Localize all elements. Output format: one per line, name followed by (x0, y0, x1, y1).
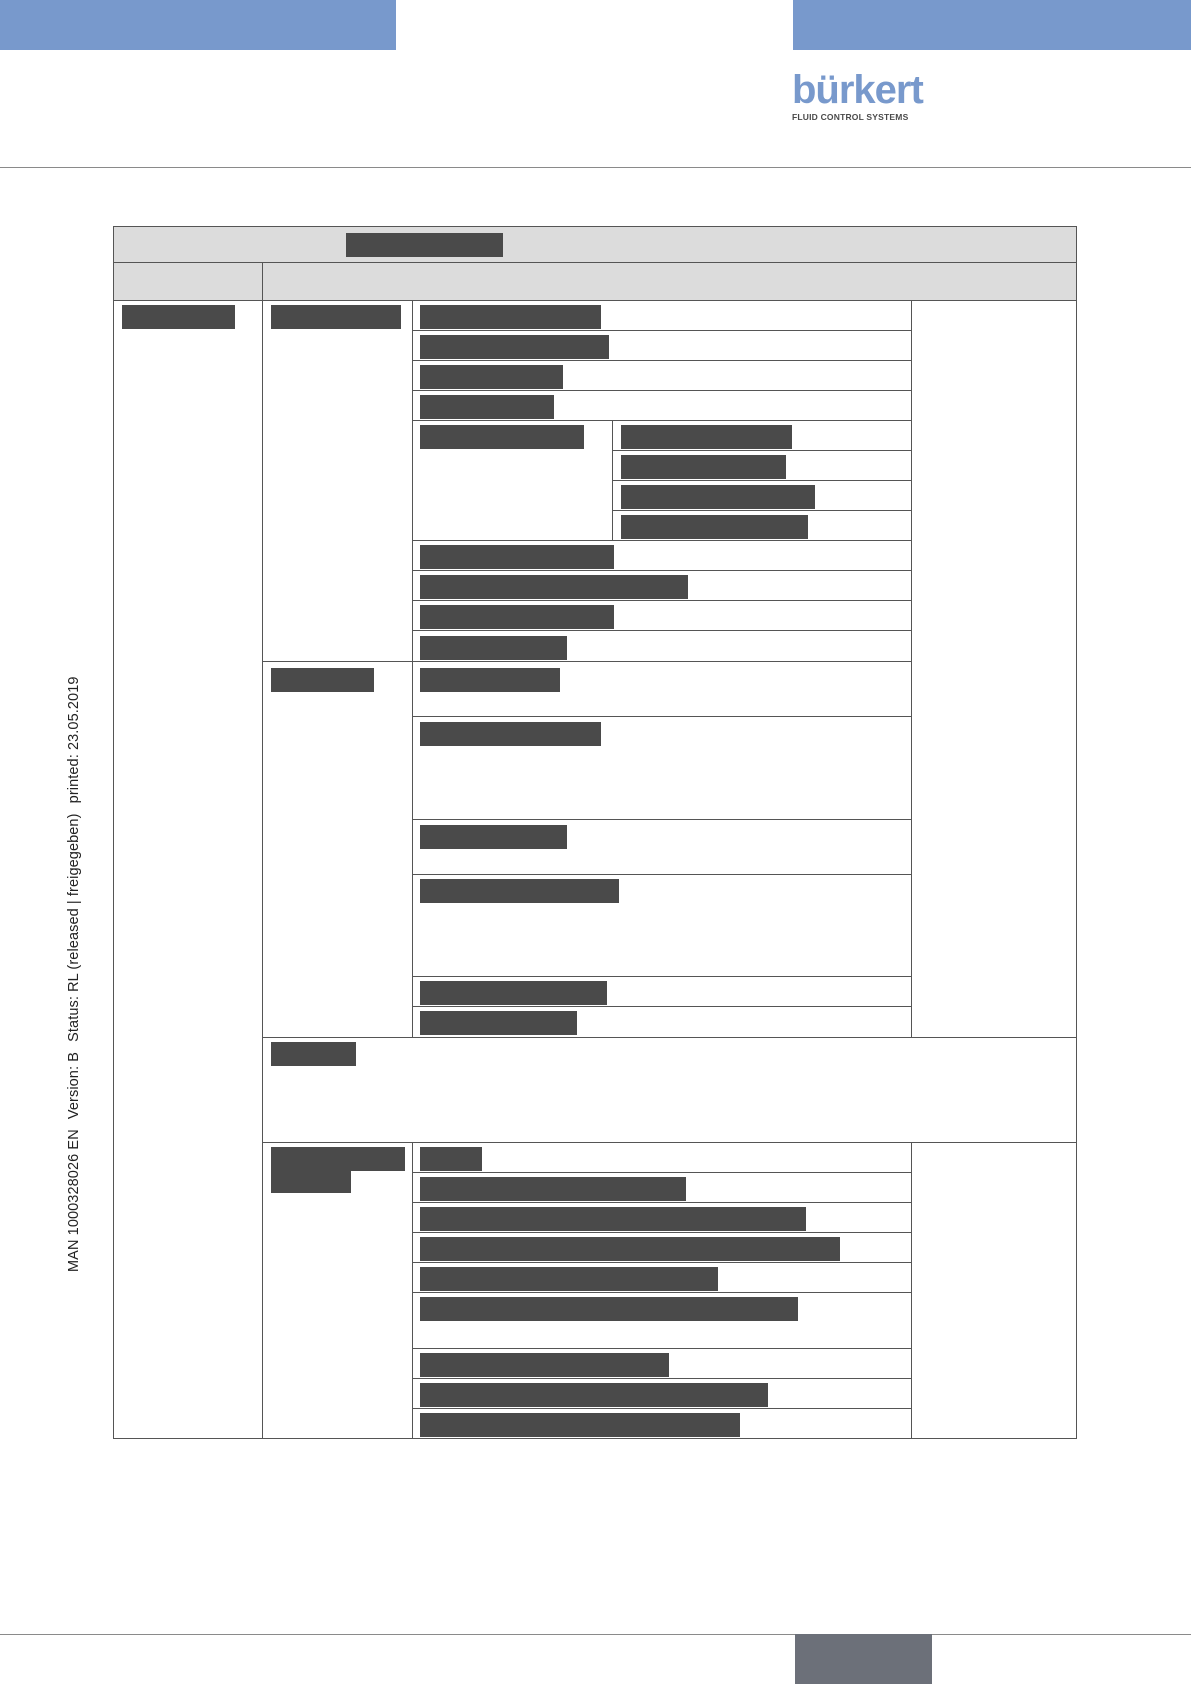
menu-item-redacted (420, 395, 554, 419)
table-title-redacted (346, 233, 503, 257)
menu-item-redacted (420, 1207, 806, 1231)
menu-item-redacted (420, 1267, 718, 1291)
table-border-right (1076, 226, 1077, 1439)
submenu-item-redacted (621, 425, 792, 449)
menu-item-redacted (420, 1177, 686, 1201)
document-status-note (66, 670, 82, 1272)
table-border-top (113, 226, 1077, 227)
submenu-item-redacted (621, 455, 786, 479)
menu-item-redacted (420, 575, 688, 599)
menu-group1-redacted (271, 305, 401, 329)
menu-item-redacted (420, 1413, 740, 1437)
row-line (412, 1172, 912, 1173)
menu-level1-redacted (122, 305, 235, 329)
menu-item-redacted (420, 605, 614, 629)
column-divider-4-lower (911, 1142, 912, 1439)
document-print-date: printed: 23.05.2019 (66, 676, 82, 804)
row-line (612, 480, 912, 481)
menu-item-redacted (420, 365, 563, 389)
row-line (412, 1262, 912, 1263)
submenu-item-redacted (621, 515, 808, 539)
brand-logo (792, 68, 923, 126)
document-status: Status: RL (released | freigegeben) (66, 813, 82, 1042)
row-line (412, 1408, 912, 1409)
row-line (412, 1202, 912, 1203)
row-line (412, 360, 912, 361)
menu-item-redacted (420, 1383, 768, 1407)
menu-item-redacted (420, 1297, 798, 1321)
table-border-bottom (113, 1438, 1077, 1439)
menu-item-redacted (420, 825, 567, 849)
header-bar-right (793, 0, 1191, 50)
row-line (412, 1292, 912, 1293)
group-divider (262, 1142, 1077, 1143)
menu-item-redacted (420, 1353, 669, 1377)
row-line (412, 874, 912, 875)
row-line (412, 716, 912, 717)
row-line (412, 600, 912, 601)
menu-group4-redacted-line2 (271, 1171, 351, 1193)
menu-item-redacted (420, 636, 567, 660)
menu-item-redacted (420, 1237, 840, 1261)
menu-item-redacted (420, 1147, 482, 1171)
footer-divider (0, 1634, 1191, 1635)
submenu-item-redacted (621, 485, 815, 509)
column-divider-1 (262, 262, 263, 1439)
row-line (412, 390, 912, 391)
row-line (412, 1378, 912, 1379)
row-line (412, 540, 912, 541)
row-line (612, 450, 912, 451)
row-line (412, 570, 912, 571)
table-header (113, 226, 1077, 300)
column-divider-4-upper (911, 300, 912, 1037)
group-divider (262, 661, 912, 662)
table-header-divider (113, 262, 1077, 263)
document-version: Version: B (66, 1052, 82, 1120)
menu-item-redacted (420, 722, 601, 746)
row-line (412, 630, 912, 631)
menu-item-redacted (420, 1011, 577, 1035)
menu-item-redacted (420, 545, 614, 569)
menu-group4-redacted (271, 1147, 405, 1171)
header-bar-left (0, 0, 396, 50)
group-divider (262, 1037, 1077, 1038)
table-header-bottom (113, 300, 1077, 301)
menu-item-redacted (420, 879, 619, 903)
menu-structure-table (113, 226, 1077, 1439)
row-line (412, 819, 912, 820)
page-number-tab (795, 1634, 932, 1684)
menu-group2-redacted (271, 668, 374, 692)
table-border-left (113, 226, 114, 1439)
header-divider (0, 167, 1191, 168)
menu-item-redacted (420, 668, 560, 692)
menu-item-redacted (420, 981, 607, 1005)
row-line (412, 976, 912, 977)
brand-tagline: FLUID CONTROL SYSTEMS (792, 112, 909, 122)
menu-item-redacted (420, 425, 584, 449)
row-line (412, 1232, 912, 1233)
menu-item-redacted (420, 335, 609, 359)
row-line (412, 330, 912, 331)
row-line (412, 1006, 912, 1007)
row-line (612, 510, 912, 511)
row-line (412, 1348, 912, 1349)
menu-group3-redacted (271, 1042, 356, 1066)
row-line (412, 420, 912, 421)
column-divider-2-upper (412, 300, 413, 1037)
column-divider-2-lower (412, 1142, 413, 1439)
menu-item-redacted (420, 305, 601, 329)
brand-name: bürkert (792, 68, 923, 112)
document-number: MAN 1000328026 EN (66, 1129, 82, 1272)
